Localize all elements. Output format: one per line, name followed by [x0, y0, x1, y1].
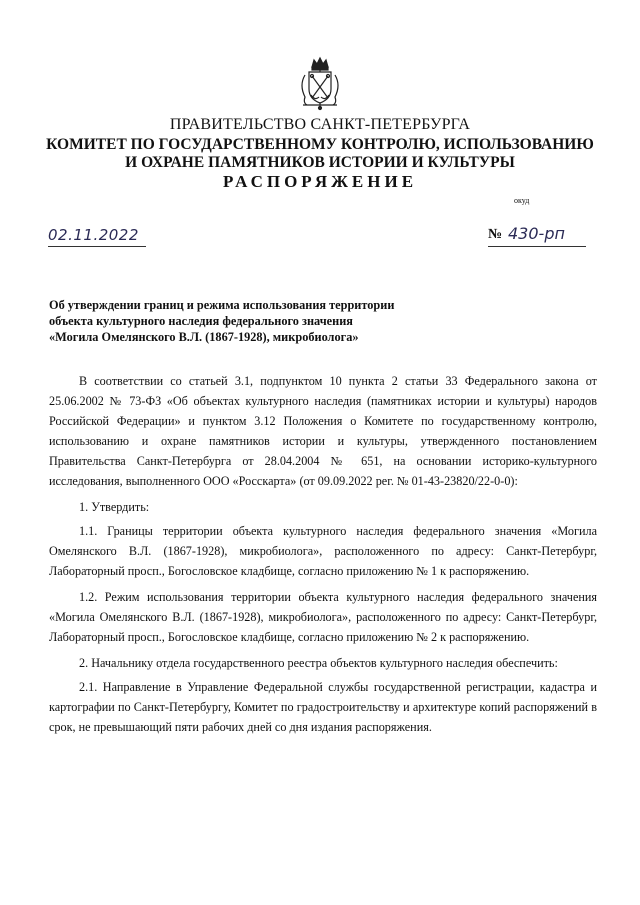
- committee-line-1: КОМИТЕТ ПО ГОСУДАРСТВЕННОМУ КОНТРОЛЮ, ИСПОЛЬЗОВАНИЮ: [46, 136, 594, 153]
- document-date: 02.11.2022: [48, 226, 139, 244]
- preamble-paragraph: В соответствии со статьей 3.1, подпунктом 10 пункта 2 статьи 33 Федерального закона от 25.06.2002 № 73-ФЗ «Об объектах культурного наследия (памятниках истории и культуры) народов Российской Федерации» и пунктом 3.12 Положения о Комитете по государственному контролю, использованию и охране памятников истории и культуры, утвержденного постановлением Правительства Санкт-Петербурга от 28.04.2004 № 651, на основании историко-культурного исследования, выполненного ООО «Росскарта» (от 09.09.2022 рег. № 01-43-23820/22-0-0):: [49, 374, 597, 488]
- item-1-2: 1.2. Режим использования территории объекта культурного наследия федерального значения «Могила Омелянского В.Л. (1867-1928), микробиолога», расположенного по адресу: Санкт-Петербург, Лабораторный просп., Богословское кладбище, согласно приложению № 2 к распоряжению.: [49, 590, 597, 644]
- item-2-1: 2.1. Направление в Управление Федеральной службы государственной регистрации, кадастра и картографии по Санкт-Петербургу, Комитет по градостроительству и архитектуре копий распоряжений в срок, не превышающий пяти рабочих дней со дня издания распоряжения.: [49, 680, 597, 734]
- number-sign: №: [488, 227, 503, 242]
- document-subject: [49, 297, 469, 345]
- committee-line-2: И ОХРАНЕ ПАМЯТНИКОВ ИСТОРИИ И КУЛЬТУРЫ: [125, 154, 515, 171]
- st-petersburg-coat-of-arms-icon: [297, 55, 343, 111]
- document-number: 430-рп: [508, 224, 565, 243]
- government-name: ПРАВИТЕЛЬСТВО САНКТ-ПЕТЕРБУРГА: [169, 116, 471, 133]
- document-body: [49, 371, 597, 743]
- committee-name: [0, 136, 640, 172]
- subject-line-3: «Могила Омелянского В.Л. (1867-1928), микробиолога»: [49, 330, 359, 344]
- okud-label: окуд: [514, 196, 530, 205]
- document-number-field: [488, 224, 586, 247]
- subject-line-1: Об утверждении границ и режима использования территории: [49, 298, 395, 312]
- item-1: 1. Утвердить:: [79, 500, 150, 514]
- item-1-1: 1.1. Границы территории объекта культурного наследия федерального значения «Могила Омелянского В.Л. (1867-1928), микробиолога», расположенного по адресу: Санкт-Петербург, Лабораторный просп., Богословское кладбище, согласно приложению № 1 к распоряжению.: [49, 524, 597, 578]
- subject-line-2: объекта культурного наследия федерального значения: [49, 314, 353, 328]
- document-type: РАСПОРЯЖЕНИЕ: [222, 172, 418, 191]
- document-date-field: [48, 226, 146, 247]
- item-2: 2. Начальнику отдела государственного реестра объектов культурного наследия обеспечить:: [79, 656, 558, 670]
